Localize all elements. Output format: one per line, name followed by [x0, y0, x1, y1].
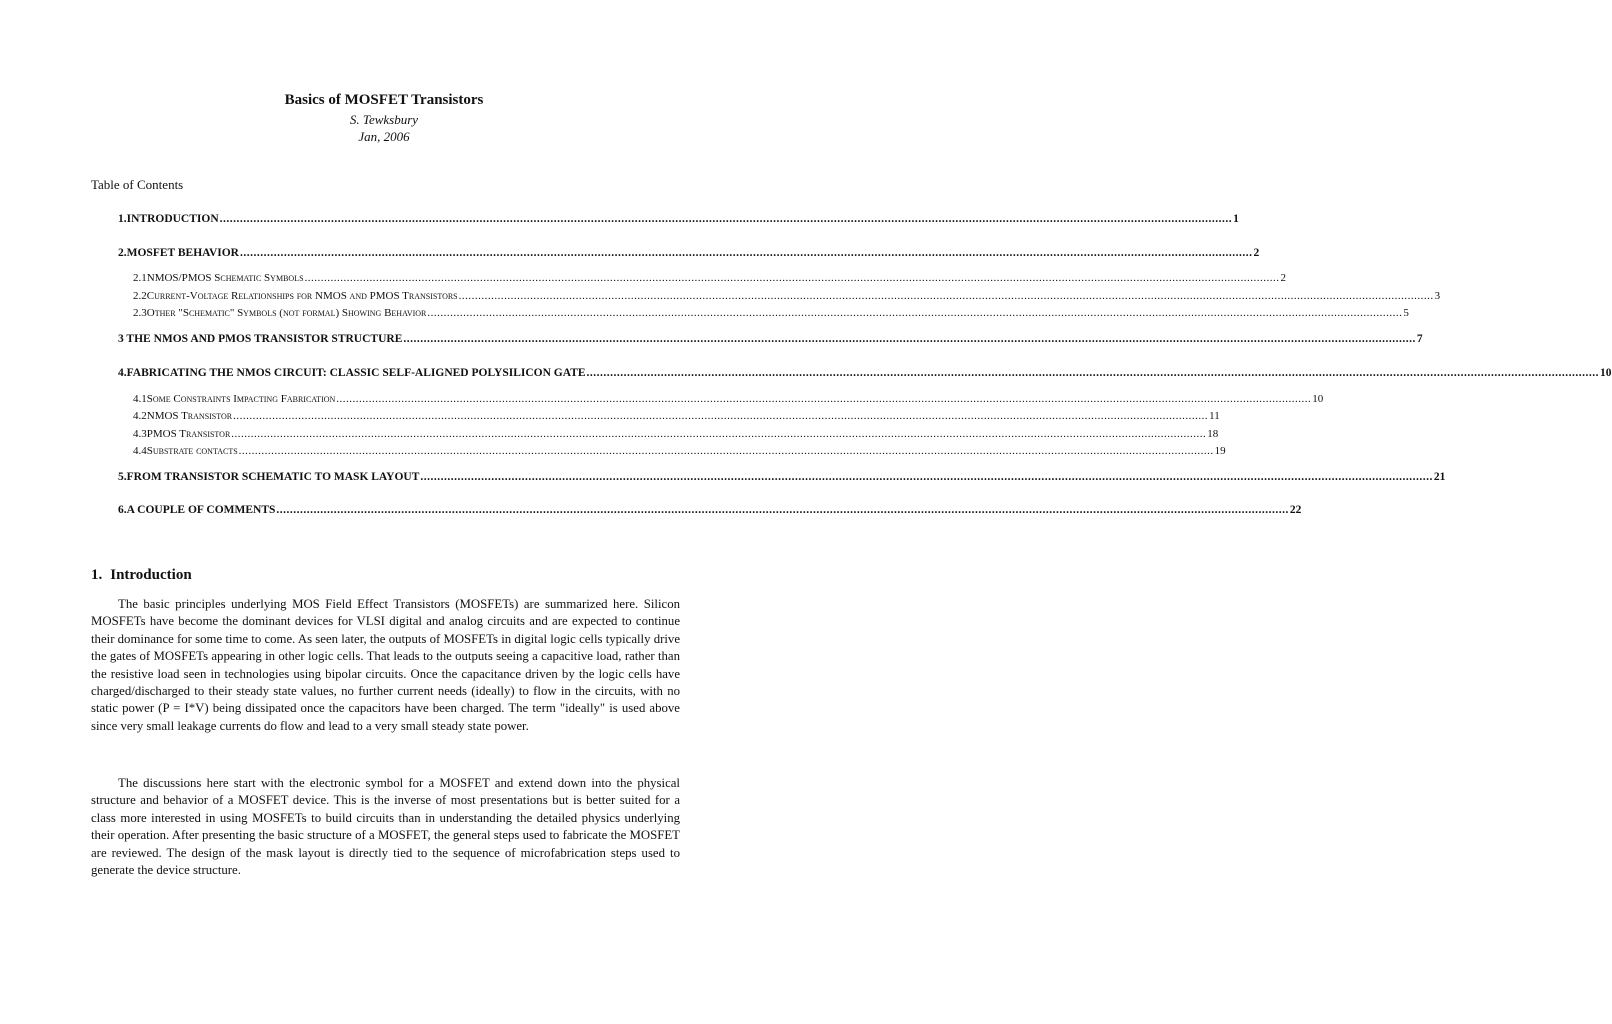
toc-entry-label: NMOS Transistor	[146, 410, 233, 422]
document-author: S. Tewksbury	[349, 112, 419, 127]
toc-entry-substrate-contacts[interactable]	[133, 444, 1226, 459]
toc-entry-number: 4.3	[133, 428, 147, 440]
toc-entry-current-voltage[interactable]	[133, 289, 1441, 304]
toc-entry-number: 2.3	[133, 307, 147, 319]
section-number: 1.	[91, 567, 103, 583]
toc-entry-page: 2	[1280, 272, 1287, 284]
toc-entry-mosfet-behavior[interactable]	[118, 246, 1260, 261]
toc-dot-leader: ............................................................................................................................................................................................................................................................................................................	[304, 272, 1280, 284]
toc-entry-label: Other "Schematic" Symbols (not formal) Showing Behavior	[146, 307, 427, 319]
toc-entry-number: 2.1	[133, 272, 147, 284]
body-paragraph: The discussions here start with the electronic symbol for a MOSFET and extend down into the physical structure and behavior of a MOSFET device. This is the inverse of most presentations but is better suited for a class more interested in using MOSFETs to build circuits than in understanding the detailed physics underlying their operation. After presenting the basic structure of a MOSFET, the general steps used to fabricate the MOSFET are reviewed. The design of the mask layout is directly tied to the sequence of microfabrication steps used to generate the device structure.	[91, 776, 680, 878]
toc-entry-label: Substrate contacts	[146, 445, 238, 457]
toc-entry-label: MOSFET BEHAVIOR	[126, 247, 239, 259]
toc-entry-label: Some Constraints Impacting Fabrication	[146, 393, 336, 405]
toc-entry-label: Current-Voltage Relationships for NMOS and PMOS Transistors	[146, 290, 458, 302]
toc-entry-mask-layout[interactable]	[118, 470, 1446, 485]
toc-entry-label: FROM TRANSISTOR SCHEMATIC TO MASK LAYOUT	[126, 471, 420, 483]
toc-entry-number: 4.4	[133, 445, 147, 457]
toc-entry-label: A COUPLE OF COMMENTS	[126, 504, 276, 516]
toc-entry-pmos-transistor[interactable]	[133, 427, 1219, 442]
document-title: Basics of MOSFET Transistors	[284, 92, 484, 108]
section-title: Introduction	[110, 567, 192, 583]
toc-dot-leader: ............................................................................................................................................................................................................................................................................................................	[458, 290, 1434, 302]
toc-entry-page: 11	[1209, 410, 1220, 422]
toc-entry-page: 10	[1312, 393, 1324, 405]
toc-dot-leader: ............................................................................................................................................................................................................................................................................................................	[231, 428, 1207, 440]
toc-entry-page: 7	[1416, 333, 1423, 345]
toc-entry-label: NMOS/PMOS Schematic Symbols	[146, 272, 304, 284]
toc-entry-constraints[interactable]	[133, 392, 1324, 407]
toc-entry-introduction[interactable]	[118, 212, 1239, 227]
toc-entry-number: 4.1	[133, 393, 147, 405]
toc-heading: Table of Contents	[91, 177, 184, 192]
toc-dot-leader: ............................................................................................................................................................................................................................................................................................................	[403, 333, 1416, 345]
toc-entry-nmos-transistor[interactable]	[133, 409, 1220, 424]
toc-dot-leader: ............................................................................................................................................................................................................................................................................................................	[336, 393, 1312, 405]
toc-entry-label: INTRODUCTION	[126, 213, 219, 225]
toc-entry-page: 2	[1253, 247, 1260, 259]
toc-entry-number: 5.	[118, 471, 127, 483]
toc-entry-number: 4.2	[133, 410, 147, 422]
toc-entry-number: 1.	[118, 213, 127, 225]
toc-entry-schematic-symbols[interactable]	[133, 271, 1287, 286]
toc-entry-page: 22	[1289, 504, 1302, 516]
toc-dot-leader: ............................................................................................................................................................................................................................................................................................................	[240, 247, 1253, 259]
toc-entry-page: 1	[1233, 213, 1239, 225]
toc-entry-number: 4.	[118, 367, 127, 379]
toc-entry-page: 18	[1207, 428, 1219, 440]
toc-entry-label: FABRICATING THE NMOS CIRCUIT: CLASSIC SELF-ALIGNED POLYSILICON GATE	[126, 367, 586, 379]
toc-entry-number: 2.	[118, 247, 127, 259]
toc-entry-page: 19	[1214, 445, 1226, 457]
toc-entry-transistor-structure[interactable]	[118, 332, 1423, 347]
toc-entry-page: 5	[1403, 307, 1409, 319]
toc-dot-leader: ............................................................................................................................................................................................................................................................................................................	[586, 367, 1600, 379]
toc-dot-leader: ............................................................................................................................................................................................................................................................................................................	[427, 307, 1403, 319]
toc-dot-leader: ............................................................................................................................................................................................................................................................................................................	[420, 471, 1433, 483]
toc-dot-leader: ............................................................................................................................................................................................................................................................................................................	[233, 410, 1209, 422]
toc-dot-leader: ............................................................................................................................................................................................................................................................................................................	[219, 213, 1233, 225]
body-paragraph: The basic principles underlying MOS Field Effect Transistors (MOSFETs) are summarized here. Silicon MOSFETs have become the dominant devices for VLSI digital and analog circuits and are expected to continue their dominance for some time to come. As seen later, the outputs of MOSFETs in digital logic cells typically drive the gates of MOSFETs appearing in other logic cells. That leads to the outputs seeing a capacitive load, rather than the resistive load seen in technologies using bipolar circuits. Once the capacitance driven by the logic cells have charged/discharged to their steady state values, no further current needs (ideally) to flow in the circuits, with no static power (P = I*V) being dissipated once the capacitors have been charged. The term "ideally" is used above since very small leakage currents do flow and lead to a very small steady state power.	[91, 597, 680, 733]
toc-entry-comments[interactable]	[118, 503, 1302, 518]
toc-entry-number: 2.2	[133, 290, 147, 302]
toc-entry-fabricating-nmos[interactable]	[118, 366, 1612, 381]
section-heading-introduction	[91, 567, 192, 584]
toc-entry-page: 21	[1433, 471, 1446, 483]
toc-entry-number: 6.	[118, 504, 127, 516]
toc-entry-other-symbols[interactable]	[133, 306, 1409, 321]
toc-entry-page: 3	[1434, 290, 1441, 302]
document-date: Jan, 2006	[358, 129, 410, 144]
toc-entry-page: 10	[1600, 367, 1612, 379]
toc-dot-leader: ............................................................................................................................................................................................................................................................................................................	[276, 504, 1289, 516]
toc-entry-label: PMOS Transistor	[146, 428, 231, 440]
toc-dot-leader: ............................................................................................................................................................................................................................................................................................................	[238, 445, 1214, 457]
toc-entry-label: 3 THE NMOS AND PMOS TRANSISTOR STRUCTURE	[118, 333, 403, 345]
